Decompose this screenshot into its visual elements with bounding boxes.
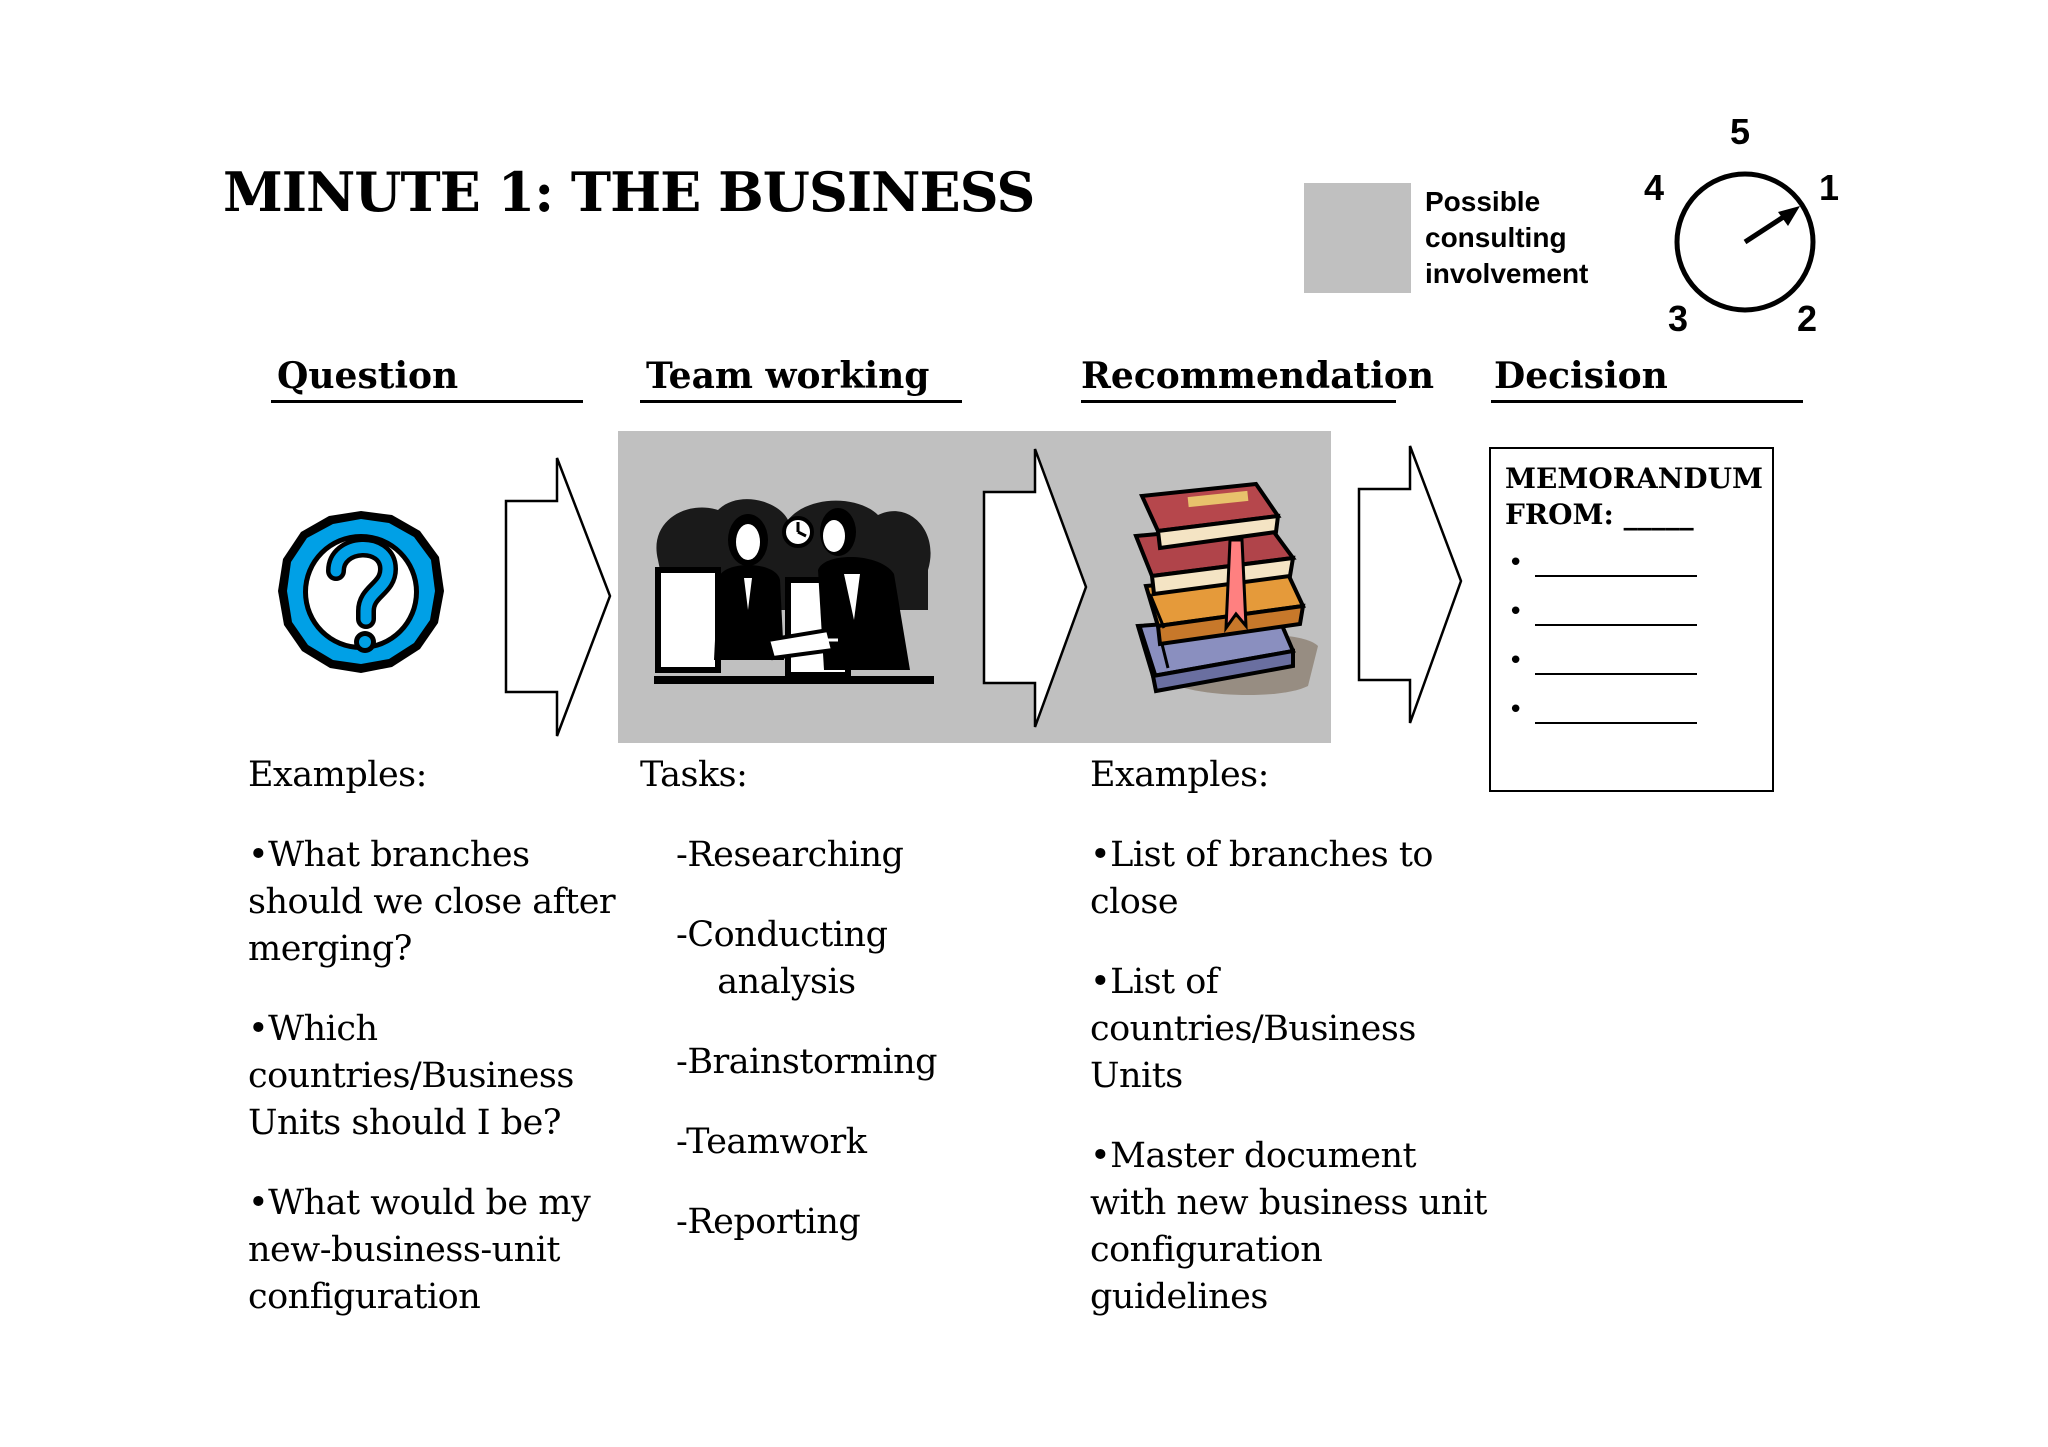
team-tasks-text	[640, 752, 937, 1246]
arrow-right-icon	[500, 452, 616, 742]
recommendation-example-line: guidelines	[1090, 1277, 1268, 1317]
legend-label	[1425, 184, 1625, 292]
question-example-line: •What branches	[248, 835, 530, 875]
recommendation-text	[1090, 752, 1487, 1321]
arrow-right-icon	[978, 443, 1094, 733]
task-item: analysis	[696, 962, 856, 1002]
tasks-label: Tasks:	[640, 755, 748, 795]
memo-blank-line	[1535, 722, 1697, 724]
clock-number-left-top: 4	[1644, 167, 1665, 208]
recommendation-example-line: •List of branches to	[1090, 835, 1434, 875]
heading-recommendation: Recommendation	[1081, 355, 1435, 397]
memorandum-title-line: FROM: _____	[1505, 498, 1694, 531]
clock-number-top: 5	[1730, 111, 1751, 152]
task-item: -Conducting	[676, 915, 888, 955]
question-text	[248, 752, 615, 1321]
legend-label-line: consulting	[1425, 222, 1567, 253]
memorandum-title-line: MEMORANDUM	[1505, 462, 1764, 495]
task-item: -Researching	[676, 835, 904, 875]
team-handshake-icon	[648, 490, 940, 690]
question-example-line: Units should I be?	[248, 1103, 562, 1143]
memo-blank-line	[1535, 673, 1697, 675]
question-label: Examples:	[248, 755, 427, 795]
memo-bullet: •	[1508, 597, 1524, 627]
legend-swatch	[1304, 183, 1411, 293]
page-title: MINUTE 1: THE BUSINESS	[223, 160, 1035, 224]
recommendation-example-line: countries/Business	[1090, 1009, 1416, 1049]
question-example-line: •Which	[248, 1009, 378, 1049]
question-example-line: •What would be my	[248, 1183, 591, 1223]
memo-blank-line	[1535, 575, 1697, 577]
clock-number-right-bottom: 2	[1797, 298, 1818, 339]
task-item: -Reporting	[676, 1202, 861, 1242]
books-stack-icon	[1128, 476, 1318, 706]
heading-underline	[271, 400, 583, 403]
memo-bullet: •	[1508, 548, 1524, 578]
memorandum-icon	[1489, 447, 1774, 792]
recommendation-example-line: with new business unit	[1090, 1183, 1487, 1223]
heading-decision: Decision	[1494, 355, 1668, 397]
question-example-line: countries/Business	[248, 1056, 574, 1096]
memo-bullet: •	[1508, 695, 1524, 725]
task-item: -Brainstorming	[676, 1042, 938, 1082]
question-example-line: merging?	[248, 929, 412, 969]
heading-team-working: Team working	[646, 355, 930, 397]
legend-label-line: involvement	[1425, 258, 1589, 289]
memo-blank-line	[1535, 624, 1697, 626]
recommendation-example-line: configuration	[1090, 1230, 1323, 1270]
legend-label-line: Possible	[1425, 186, 1541, 217]
recommendation-example-line: •Master document	[1090, 1136, 1417, 1176]
arrow-right-icon	[1353, 440, 1469, 730]
heading-question: Question	[277, 355, 459, 397]
clock-number-right-top: 1	[1819, 167, 1840, 208]
question-example-line: should we close after	[248, 882, 616, 922]
question-example-line: new-business-unit	[248, 1230, 560, 1270]
heading-underline	[1491, 400, 1803, 403]
recommendation-example-line: close	[1090, 882, 1179, 922]
recommendation-example-line: •List of	[1090, 962, 1219, 1002]
question-mark-icon	[272, 507, 450, 677]
memorandum-title	[1505, 461, 1763, 533]
heading-underline	[640, 400, 962, 403]
recommendation-example-line: Units	[1090, 1056, 1183, 1096]
question-example-line: configuration	[248, 1277, 481, 1317]
memo-bullet: •	[1508, 646, 1524, 676]
task-item: -Teamwork	[676, 1122, 867, 1162]
clock-number-left-bottom: 3	[1668, 298, 1689, 339]
recommendation-label: Examples:	[1090, 755, 1269, 795]
heading-underline	[1081, 400, 1396, 403]
